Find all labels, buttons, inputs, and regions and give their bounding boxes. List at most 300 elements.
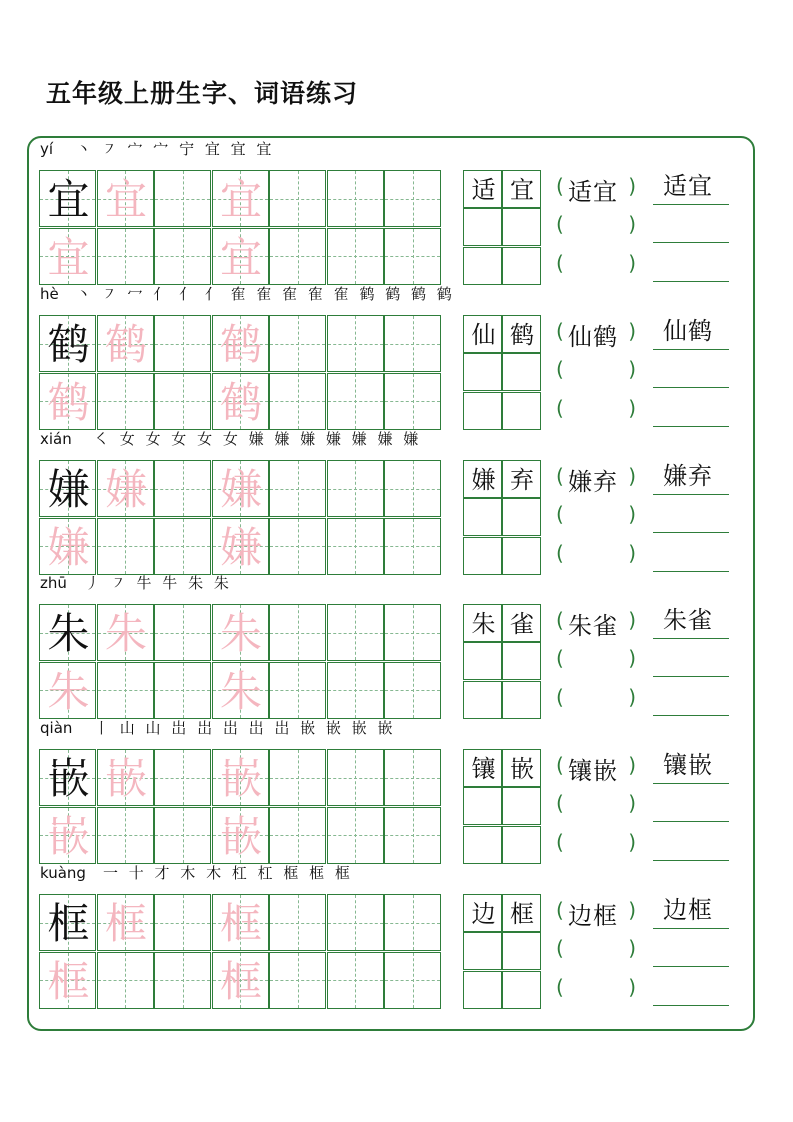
open-paren: ( (556, 319, 564, 343)
grid-cell[interactable] (384, 373, 441, 430)
grid-cell[interactable] (97, 662, 154, 719)
guide-line (155, 256, 210, 257)
grid-cell[interactable] (154, 662, 211, 719)
grid-cell[interactable] (327, 807, 384, 864)
grid-cell[interactable] (154, 518, 211, 575)
trace-character: 嫌 (47, 522, 90, 572)
guide-line (98, 835, 153, 836)
grid-cell[interactable] (212, 662, 269, 719)
guide-line (328, 546, 383, 547)
grid-cell[interactable] (97, 604, 154, 661)
grid-cell[interactable] (154, 228, 211, 285)
word-character: 鹤 (510, 321, 534, 349)
guide-line (270, 923, 325, 924)
grid-cell[interactable] (327, 170, 384, 227)
paren-answer-slot[interactable] (556, 170, 636, 208)
paren-answer-slot[interactable] (556, 971, 636, 1009)
close-paren: ) (628, 174, 636, 198)
guide-line (155, 489, 210, 490)
writing-grid (39, 894, 442, 1009)
trace-character: 嵌 (104, 754, 147, 803)
grid-cell[interactable] (39, 952, 96, 1009)
guide-line (385, 633, 440, 634)
guide-line (328, 923, 383, 924)
trace-character: 宜 (47, 232, 90, 282)
word-text: 仙鹤 (663, 317, 713, 345)
grid-cell[interactable] (269, 315, 326, 372)
grid-cell[interactable] (269, 952, 326, 1009)
trace-character: 嫌 (104, 465, 147, 514)
grid-cell[interactable] (384, 952, 441, 1009)
open-paren: ( (556, 898, 564, 922)
grid-cell[interactable] (97, 894, 154, 951)
grid-cell[interactable] (327, 460, 384, 517)
character-block (0, 140, 793, 288)
close-paren: ) (628, 395, 636, 420)
grid-cell[interactable] (97, 170, 154, 227)
paren-answer-slot[interactable] (556, 460, 636, 498)
close-paren: ) (628, 608, 636, 632)
guide-line (270, 256, 325, 257)
grid-cell[interactable] (327, 373, 384, 430)
trace-character: 嵌 (219, 811, 262, 861)
open-paren: ( (556, 791, 564, 816)
trace-character: 鹤 (219, 320, 262, 369)
model-character: 框 (47, 899, 90, 948)
pinyin-label: qiàn (40, 719, 73, 737)
word-cell[interactable] (463, 681, 502, 719)
guide-line (155, 923, 210, 924)
word-character: 宜 (510, 176, 534, 204)
guide-line (270, 199, 325, 200)
stroke-order: 丿 ㇇ 牛 牛 朱 朱 (85, 574, 232, 592)
grid-cell[interactable] (154, 604, 211, 661)
model-character: 鹤 (47, 320, 90, 369)
underline-answer-slot[interactable] (653, 426, 729, 427)
underline-answer-slot[interactable] (653, 860, 729, 861)
grid-cell[interactable] (384, 604, 441, 661)
word-cell[interactable] (463, 247, 502, 285)
paren-answer-slot[interactable] (556, 498, 636, 536)
grid-cell[interactable] (269, 749, 326, 806)
guide-line (328, 980, 383, 981)
grid-cell[interactable] (39, 518, 96, 575)
guide-line (270, 546, 325, 547)
word-cell[interactable] (502, 894, 541, 932)
paren-answer-slot[interactable] (556, 894, 636, 932)
guide-line (155, 401, 210, 402)
underline-answer-slot[interactable] (653, 896, 729, 929)
paren-answer-slot[interactable] (556, 787, 636, 825)
open-paren: ( (556, 357, 564, 382)
word-cell[interactable] (463, 498, 502, 536)
word-character: 朱 (471, 610, 496, 638)
grid-cell[interactable] (269, 807, 326, 864)
model-character: 朱 (47, 609, 90, 658)
grid-cell[interactable] (97, 807, 154, 864)
trace-character: 朱 (219, 666, 262, 716)
grid-cell[interactable] (269, 662, 326, 719)
trace-character: 嫌 (219, 522, 262, 572)
grid-cell[interactable] (384, 170, 441, 227)
word-cell[interactable] (463, 170, 502, 208)
underline-answer-slot[interactable] (653, 172, 729, 205)
word-cell[interactable] (463, 749, 502, 787)
guide-line (328, 256, 383, 257)
word-character: 边 (471, 900, 496, 928)
open-paren: ( (556, 753, 564, 777)
open-paren: ( (556, 502, 564, 527)
underline-answer-slot[interactable] (653, 462, 729, 495)
word-cell[interactable] (463, 642, 502, 680)
trace-character: 框 (219, 899, 262, 948)
grid-cell[interactable] (97, 952, 154, 1009)
underline-answer-slot[interactable] (653, 606, 729, 639)
pinyin-label: yí (40, 140, 54, 158)
open-paren: ( (556, 174, 564, 198)
grid-cell[interactable] (97, 460, 154, 517)
grid-cell[interactable] (154, 315, 211, 372)
word-character: 框 (510, 900, 534, 928)
underline-answer-slot[interactable] (653, 966, 729, 967)
word-text: 仙鹤 (568, 323, 618, 351)
model-character: 宜 (47, 175, 90, 224)
grid-cell[interactable] (269, 518, 326, 575)
grid-cell[interactable] (212, 604, 269, 661)
grid-cell[interactable] (212, 518, 269, 575)
open-paren: ( (556, 684, 564, 709)
close-paren: ) (628, 464, 636, 488)
close-paren: ) (628, 212, 636, 237)
grid-cell[interactable] (384, 807, 441, 864)
paren-answer-slot[interactable] (556, 247, 636, 285)
close-paren: ) (628, 502, 636, 527)
grid-cell[interactable] (384, 228, 441, 285)
word-character: 仙 (471, 321, 496, 349)
underline-answer-slot[interactable] (653, 676, 729, 677)
underline-answer-slot[interactable] (653, 281, 729, 282)
grid-cell[interactable] (269, 894, 326, 951)
grid-cell[interactable] (384, 518, 441, 575)
paren-answer-slot[interactable] (556, 392, 636, 430)
underline-answer-slot[interactable] (653, 715, 729, 716)
character-block (0, 574, 793, 722)
word-cell[interactable] (502, 787, 541, 825)
paren-answer-slot[interactable] (556, 353, 636, 391)
word-cell[interactable] (502, 604, 541, 642)
word-cell[interactable] (502, 537, 541, 575)
grid-cell[interactable] (39, 228, 96, 285)
word-cell[interactable] (502, 208, 541, 246)
guide-line (385, 835, 440, 836)
close-paren: ) (628, 646, 636, 671)
pinyin-label: zhū (40, 574, 67, 592)
close-paren: ) (628, 684, 636, 709)
grid-cell[interactable] (97, 518, 154, 575)
word-text: 朱雀 (568, 612, 618, 640)
underline-answer-slot[interactable] (653, 821, 729, 822)
paren-answer-slot[interactable] (556, 681, 636, 719)
paren-answer-slot[interactable] (556, 826, 636, 864)
open-paren: ( (556, 936, 564, 961)
grid-cell[interactable] (327, 894, 384, 951)
writing-grid (39, 170, 442, 285)
grid-cell[interactable] (269, 460, 326, 517)
grid-cell[interactable] (327, 662, 384, 719)
trace-character: 鹤 (219, 377, 262, 427)
word-grid (463, 894, 541, 1009)
grid-cell[interactable] (154, 170, 211, 227)
trace-character: 朱 (47, 666, 90, 716)
word-character: 弃 (510, 466, 534, 494)
grid-cell[interactable] (154, 807, 211, 864)
word-text: 边框 (568, 902, 618, 930)
word-cell[interactable] (502, 932, 541, 970)
grid-cell[interactable] (39, 373, 96, 430)
trace-character: 框 (47, 956, 90, 1006)
character-block (0, 285, 793, 433)
guide-line (155, 633, 210, 634)
grid-cell[interactable] (212, 894, 269, 951)
close-paren: ) (628, 540, 636, 565)
trace-character: 框 (104, 899, 147, 948)
guide-line (328, 344, 383, 345)
grid-cell[interactable] (212, 228, 269, 285)
grid-cell[interactable] (97, 749, 154, 806)
word-text: 镶嵌 (568, 757, 618, 785)
grid-cell[interactable] (212, 373, 269, 430)
grid-cell[interactable] (154, 373, 211, 430)
word-cell[interactable] (463, 604, 502, 642)
word-text: 适宜 (663, 172, 713, 200)
open-paren: ( (556, 212, 564, 237)
word-grid (463, 315, 541, 430)
word-cell[interactable] (502, 498, 541, 536)
model-character: 嵌 (47, 754, 90, 803)
grid-cell[interactable] (97, 373, 154, 430)
guide-line (270, 633, 325, 634)
grid-cell[interactable] (39, 170, 96, 227)
open-paren: ( (556, 829, 564, 854)
guide-line (155, 199, 210, 200)
guide-line (270, 778, 325, 779)
grid-cell[interactable] (327, 315, 384, 372)
grid-cell[interactable] (39, 460, 96, 517)
word-cell[interactable] (463, 537, 502, 575)
paren-answer-slot[interactable] (556, 749, 636, 787)
word-cell[interactable] (502, 826, 541, 864)
grid-cell[interactable] (327, 749, 384, 806)
guide-line (98, 546, 153, 547)
trace-character: 嵌 (47, 811, 90, 861)
close-paren: ) (628, 974, 636, 999)
word-cell[interactable] (463, 315, 502, 353)
guide-line (328, 199, 383, 200)
guide-line (155, 778, 210, 779)
grid-cell[interactable] (384, 662, 441, 719)
grid-cell[interactable] (384, 315, 441, 372)
guide-line (385, 923, 440, 924)
trace-character: 鹤 (47, 377, 90, 427)
page-title: 五年级上册生字、词语练习 (46, 79, 359, 108)
open-paren: ( (556, 974, 564, 999)
character-block (0, 864, 793, 1012)
underline-answer-slot[interactable] (653, 242, 729, 243)
word-cell[interactable] (463, 826, 502, 864)
close-paren: ) (628, 936, 636, 961)
word-cell[interactable] (463, 971, 502, 1009)
grid-cell[interactable] (327, 518, 384, 575)
grid-cell[interactable] (39, 604, 96, 661)
grid-cell[interactable] (269, 170, 326, 227)
guide-line (155, 344, 210, 345)
grid-cell[interactable] (327, 604, 384, 661)
paren-answer-slot[interactable] (556, 315, 636, 353)
grid-cell[interactable] (39, 662, 96, 719)
model-character: 嫌 (47, 465, 90, 514)
close-paren: ) (628, 357, 636, 382)
grid-cell[interactable] (269, 228, 326, 285)
underline-answer-slot[interactable] (653, 751, 729, 784)
word-cell[interactable] (502, 460, 541, 498)
trace-character: 朱 (219, 609, 262, 658)
underline-answer-slot[interactable] (653, 317, 729, 350)
underline-answer-slot[interactable] (653, 571, 729, 572)
paren-answer-slot[interactable] (556, 604, 636, 642)
grid-cell[interactable] (212, 807, 269, 864)
word-cell[interactable] (502, 392, 541, 430)
guide-line (328, 778, 383, 779)
grid-cell[interactable] (39, 315, 96, 372)
grid-cell[interactable] (154, 894, 211, 951)
grid-cell[interactable] (97, 228, 154, 285)
guide-line (385, 344, 440, 345)
paren-answer-slot[interactable] (556, 932, 636, 970)
word-cell[interactable] (502, 353, 541, 391)
pinyin-label: hè (40, 285, 59, 303)
trace-character: 宜 (104, 175, 147, 224)
grid-cell[interactable] (154, 952, 211, 1009)
grid-cell[interactable] (39, 807, 96, 864)
grid-cell[interactable] (154, 460, 211, 517)
grid-cell[interactable] (212, 952, 269, 1009)
trace-character: 宜 (219, 232, 262, 282)
guide-line (98, 256, 153, 257)
writing-grid (39, 749, 442, 864)
close-paren: ) (628, 791, 636, 816)
word-cell[interactable] (502, 971, 541, 1009)
writing-grid (39, 315, 442, 430)
grid-cell[interactable] (97, 315, 154, 372)
word-text: 嫌弃 (663, 462, 713, 490)
close-paren: ) (628, 250, 636, 275)
paren-answer-slot[interactable] (556, 208, 636, 246)
grid-cell[interactable] (269, 604, 326, 661)
open-paren: ( (556, 540, 564, 565)
word-character: 镶 (471, 755, 496, 783)
guide-line (270, 489, 325, 490)
word-text: 边框 (663, 896, 713, 924)
writing-grid (39, 604, 442, 719)
guide-line (98, 980, 153, 981)
word-cell[interactable] (463, 787, 502, 825)
word-cell[interactable] (502, 247, 541, 285)
grid-cell[interactable] (269, 373, 326, 430)
trace-character: 嵌 (219, 754, 262, 803)
paren-answer-slot[interactable] (556, 537, 636, 575)
guide-line (270, 980, 325, 981)
guide-line (328, 489, 383, 490)
guide-line (385, 980, 440, 981)
word-cell[interactable] (463, 894, 502, 932)
pinyin-label: xián (40, 430, 72, 448)
trace-character: 朱 (104, 609, 147, 658)
underline-answer-slot[interactable] (653, 387, 729, 388)
word-cell[interactable] (463, 460, 502, 498)
open-paren: ( (556, 646, 564, 671)
guide-line (98, 401, 153, 402)
grid-cell[interactable] (384, 749, 441, 806)
character-block (0, 430, 793, 578)
word-cell[interactable] (463, 392, 502, 430)
grid-cell[interactable] (212, 749, 269, 806)
word-grid (463, 604, 541, 719)
close-paren: ) (628, 753, 636, 777)
trace-character: 鹤 (104, 320, 147, 369)
open-paren: ( (556, 608, 564, 632)
guide-line (270, 690, 325, 691)
grid-cell[interactable] (212, 170, 269, 227)
pinyin-label: kuàng (40, 864, 86, 882)
close-paren: ) (628, 829, 636, 854)
underline-answer-slot[interactable] (653, 1005, 729, 1006)
guide-line (385, 256, 440, 257)
underline-answer-slot[interactable] (653, 532, 729, 533)
word-cell[interactable] (502, 170, 541, 208)
grid-cell[interactable] (39, 749, 96, 806)
grid-cell[interactable] (39, 894, 96, 951)
guide-line (155, 690, 210, 691)
grid-cell[interactable] (327, 228, 384, 285)
grid-cell[interactable] (154, 749, 211, 806)
word-cell[interactable] (502, 642, 541, 680)
grid-cell[interactable] (212, 460, 269, 517)
stroke-order: 一 十 才 木 木 杠 杠 框 框 框 (103, 864, 353, 882)
stroke-order: ㇛ 女 女 女 女 女 嫌 嫌 嫌 嫌 嫌 嫌 嫌 (94, 430, 422, 448)
guide-line (385, 199, 440, 200)
grid-cell[interactable] (327, 952, 384, 1009)
guide-line (270, 344, 325, 345)
close-paren: ) (628, 898, 636, 922)
word-cell[interactable] (463, 353, 502, 391)
trace-character: 宜 (219, 175, 262, 224)
word-text: 嫌弃 (568, 468, 618, 496)
grid-cell[interactable] (384, 460, 441, 517)
word-cell[interactable] (463, 208, 502, 246)
word-cell[interactable] (502, 315, 541, 353)
guide-line (98, 690, 153, 691)
close-paren: ) (628, 319, 636, 343)
word-cell[interactable] (502, 749, 541, 787)
grid-cell[interactable] (384, 894, 441, 951)
word-cell[interactable] (463, 932, 502, 970)
open-paren: ( (556, 250, 564, 275)
paren-answer-slot[interactable] (556, 642, 636, 680)
word-cell[interactable] (502, 681, 541, 719)
stroke-order: 丶 ㇇ 宀 宀 宁 宜 宜 宜 (76, 140, 275, 158)
grid-cell[interactable] (212, 315, 269, 372)
word-text: 适宜 (568, 178, 618, 206)
